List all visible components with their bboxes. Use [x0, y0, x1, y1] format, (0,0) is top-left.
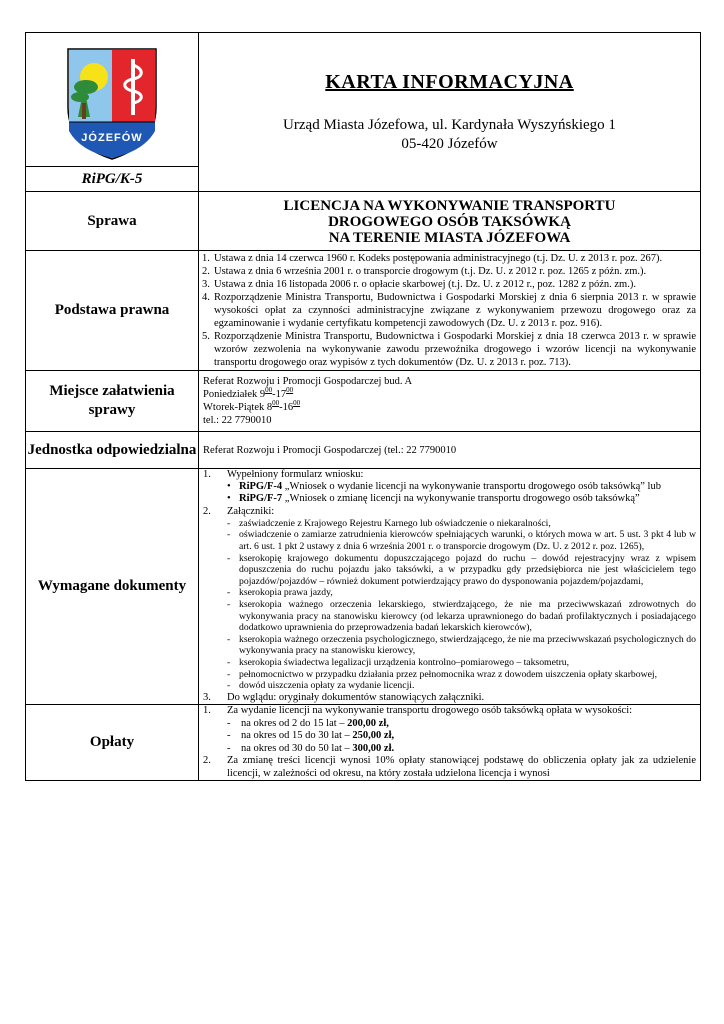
- sprawa-value: [199, 192, 701, 251]
- list-item: 1. Ustawa z dnia 14 czerwca 1960 r. Kodeks postępowania administracyjnego (t.j. Dz. U. z 2013 r. poz. 267).: [202, 253, 663, 264]
- info-table: [25, 32, 701, 781]
- logo-cell: [26, 33, 199, 167]
- list-item: - kserokopia ważnego orzeczenia psychologicznego, stwierdzającego, że nie ma przeciwwskazań psychologicznych do wykonywania pracy na stanowisku kierowcy,: [227, 633, 696, 657]
- logo-text: JÓZEFÓW: [81, 131, 143, 144]
- subject-line-1: LICENCJA NA WYKONYWANIE TRANSPORTU: [283, 197, 616, 214]
- list-item: 3. Ustawa z dnia 16 listopada 2006 r. o opłacie skarbowej (t.j. Dz. U. z 2012 r., poz. 1282 z późn. zm.).: [202, 279, 636, 290]
- list-item: - na okres od 30 do 50 lat – 300,00 zł.: [227, 742, 395, 754]
- list-item: - pełnomocnictwo w przypadku działania przez pełnomocnika wraz z dowodem uiszczenia opłaty skarbowej,: [227, 668, 658, 680]
- list-item: 2. Załączniki:: [203, 505, 275, 517]
- coat-of-arms-logo: [64, 45, 160, 163]
- subject-line-2: DROGOWEGO OSÓB TAKSÓWKĄ: [328, 213, 571, 230]
- jednostka-value: Referat Rozwoju i Promocji Gospodarczej (tel.: 22 7790010: [199, 432, 701, 469]
- info-card: [25, 32, 698, 781]
- sprawa-label: Sprawa: [26, 192, 199, 251]
- page-title: KARTA INFORMACYJNA: [325, 71, 574, 93]
- podstawa-value: [199, 251, 701, 371]
- list-item: - kserokopia prawa jazdy,: [227, 587, 333, 599]
- office-address: [199, 116, 700, 154]
- hours-mon: Poniedziałek $9^{00}-17^{00}$: [203, 386, 294, 400]
- list-item: 2. Ustawa z dnia 6 września 2001 r. o transporcie drogowym (t.j. Dz. U. z 2012 r. poz. 1265 z późn. zm.).: [202, 266, 647, 277]
- list-item: 2. Za zmianę treści licencji wynosi 10% opłaty stanowiącej podstawę do obliczenia opłaty jak za udzielenie licencji, w zależności od okresu, na który została udzielona licencja i wynosi: [203, 755, 696, 779]
- list-item: 3. Do wglądu: oryginały dokumentów stanowiących załączniki.: [203, 691, 485, 703]
- list-item: - zaświadczenie z Krajowego Rejestru Karnego lub oświadczenie o niekaralności,: [227, 517, 551, 529]
- list-item: 1. Wypełniony formularz wniosku:: [203, 469, 364, 480]
- dokumenty-value: [199, 469, 701, 705]
- miejsce-label: Miejsce załatwienia sprawy: [26, 371, 199, 432]
- subject-line-3: NA TERENIE MIASTA JÓZEFOWA: [328, 229, 571, 246]
- hours-tue-fri: Wtorek-Piątek $8^{00}-16^{00}$: [203, 399, 301, 413]
- office-line-2: 05-420 Józefów: [401, 136, 498, 152]
- list-item: - dowód uiszczenia opłaty za wydanie licencji.: [227, 680, 415, 692]
- jednostka-label: Jednostka odpowiedzialna: [26, 432, 199, 469]
- header-cell: [199, 33, 701, 192]
- legal-basis-list: [199, 251, 700, 370]
- list-item: • RiPG/F-4 „Wniosek o wydanie licencji na wykonywanie transportu drogowego osób taksówką” lub: [227, 481, 661, 493]
- list-item: - kserokopię krajowego dokumentu dopuszczającego pojazd do ruchu – dowód rejestracyjny wraz z wpisem dopuszczenia do ruchu pojazdu jako taksówki, a w przypadku gdy przedsiębiorca nie jest właścicielem tego pojazdów/pojazdów – również dokument potwierdzający prawo do dysponowania pojazdem/pojazdami,: [227, 552, 696, 587]
- list-item: - kserokopia świadectwa legalizacji urządzenia kontrolno–pomiarowego – taksometru,: [227, 656, 570, 668]
- podstawa-label: Podstawa prawna: [26, 251, 199, 371]
- card-code: RiPG/K-5: [26, 167, 199, 192]
- list-item: 5. Rozporządzenie Ministra Transportu, Budownictwa i Gospodarki Morskiej z dnia 18 czerwca 2013 r. w sprawie wzorów zezwolenia na wykonywanie zawodu przewoźnika drogowego i wzorów licencji na wykonywanie transportu drogowego oraz wypisów z tych dokumentów (Dz. U. z 2013 r. poz. 713).: [202, 331, 696, 368]
- oplaty-label: Opłaty: [26, 704, 199, 781]
- list-item: - oświadczenie o zamiarze zatrudnienia kierowców spełniających warunki, o których mowa w art. 5 ust. 3 pkt 4 lub w art. 6 ust. 1 pkt 2 ustawy z dnia 6 września 2001 r. o transporcie drogowym (Dz. U. z 2012 r. poz. 1265),: [227, 529, 696, 552]
- list-item: 4. Rozporządzenie Ministra Transportu, Budownictwa i Gospodarki Morskiej z dnia 6 sierpnia 2013 r. w sprawie wysokości opłat za czynności administracyjne związane z wykonywaniem przewozu drogowego oraz za egzaminowanie i wydanie certyfikatu kompetencji zawodowych (Dz. U. z 2013 r. poz. 916).: [202, 292, 696, 329]
- list-item: - na okres od 15 do 30 lat – 250,00 zł,: [227, 730, 395, 742]
- place-unit: Referat Rozwoju i Promocji Gospodarczej bud. A: [203, 376, 413, 387]
- list-item: - na okres od 2 do 15 lat – 200,00 zł,: [227, 717, 389, 729]
- list-item: - kserokopia ważnego orzeczenia lekarskiego, stwierdzającego, że nie ma przeciwwskazań zdrowotnych do wykonywania pracy na stanowisku kierowcy (od lekarza uprawnionego do badań profilaktycznych i posiadającego dodatkowo uprawnienia do przeprowadzenia badań lekarskich kierowców),: [227, 598, 696, 634]
- miejsce-value: [199, 371, 701, 432]
- list-item: 1. Za wydanie licencji na wykonywanie transportu drogowego osób taksówką opłata w wysokości:: [203, 704, 633, 716]
- oplaty-value: [199, 704, 701, 781]
- place-phone: tel.: 22 7790010: [203, 415, 272, 426]
- list-item: • RiPG/F-7 „Wniosek o zmianę licencji na wykonywanie transportu drogowego osób taksówką”: [227, 493, 640, 505]
- dokumenty-label: Wymagane dokumenty: [26, 469, 199, 705]
- office-line-1: Urząd Miasta Józefowa, ul. Kardynała Wyszyńskiego 1: [283, 117, 616, 133]
